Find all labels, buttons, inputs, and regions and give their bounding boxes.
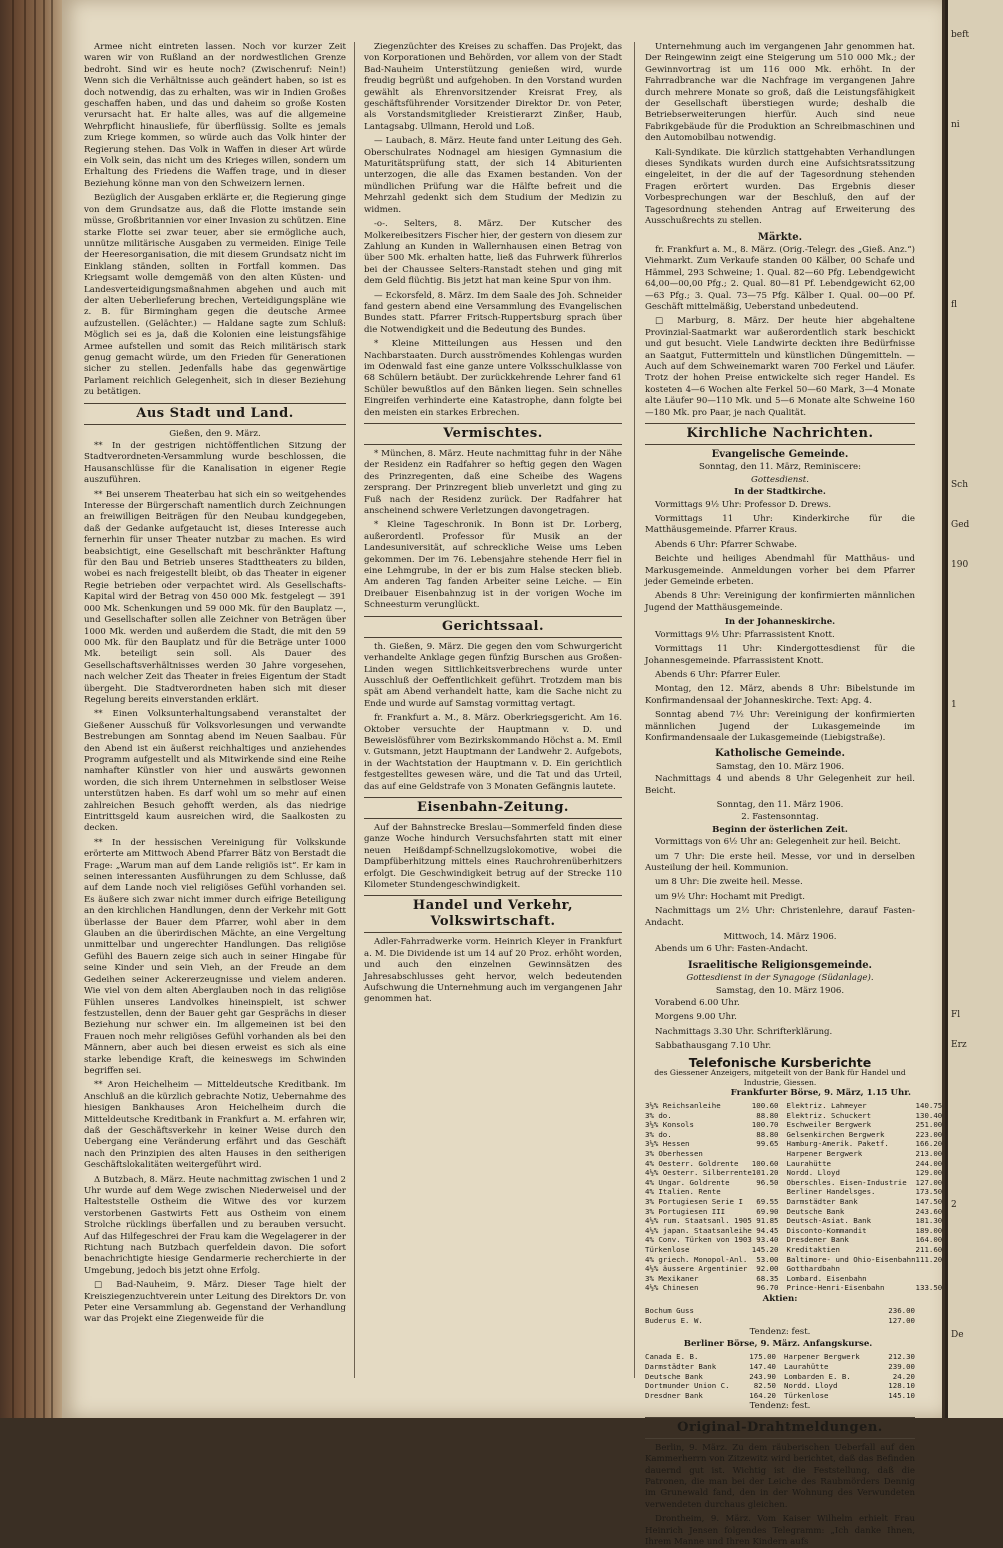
stock-name: 4% Ungar. Goldrente — [645, 1177, 730, 1187]
stock-price: 111.20 — [915, 1254, 943, 1264]
stock-price: 24.20 — [892, 1371, 915, 1381]
section-heading: Eisenbahn-Zeitung. — [364, 797, 622, 819]
section-heading: Gerichtssaal. — [364, 616, 622, 638]
stock-price: 173.50 — [915, 1187, 943, 1197]
stock-price: 92.00 — [756, 1264, 779, 1274]
article-text: th. Gießen, 9. März. Die gegen den vom Schwurgericht verhandelte Anklage gegen fünfzig Burschen aus Großen-Linden wegen Sittlichkeitsverbrechens wurde unter Ausschluß der Oeffentlichkeit geführt. Trotzdem man bis spät am Abend verhandelt hatte, kam die Sache nicht zu Ende und wurde auf Samstag vormittag vertagt. — [364, 641, 622, 709]
stock-price: 175.00 — [749, 1352, 776, 1362]
stock-price: 99.65 — [756, 1139, 779, 1149]
article-text: ** Einen Volksunterhaltungsabend veranstaltet der Gießener Ausschuß für Volksvorlesungen und verwandte Bestrebungen am Sonntag abend im Neuen Saalbau. Für den Abend ist ein äußerst reichhaltiges und anziehendes Programm aufgestellt und als Mitwirkende sind eine Reihe namhafter Künstler von hier und auswärts gewonnen worden, die sich ihrem Unternehmen in selbstloser Weise unterstützen haben. Es darf wohl um so mehr auf einen zahlreichen Besuch gehofft werden, als das niedrige Eintrittsgeld kaum ausreichen wird, die Saalkosten zu decken. — [84, 709, 346, 834]
stock-price: 223.00 — [915, 1129, 943, 1139]
stock-row — [787, 1207, 943, 1217]
service-line: Morgens 9.00 Uhr. — [655, 1012, 737, 1023]
stock-name: 3% Portugiesen Serie I — [645, 1197, 743, 1207]
stock-price: 244.00 — [915, 1158, 943, 1168]
stock-row — [645, 1306, 915, 1316]
service-date: Samstag, den 10. März 1906. — [715, 761, 845, 772]
stock-name: Nordd. Lloyd — [786, 1168, 840, 1178]
stock-price: 236.00 — [888, 1306, 915, 1316]
exchange-heading: Berliner Börse, 9. März. Anfangskurse. — [683, 1338, 873, 1349]
stock-price: 145.20 — [751, 1245, 779, 1254]
stock-name: 3% Portugiesen III — [645, 1206, 726, 1216]
service-line: um 8 Uhr: Die zweite heil. Messe. — [655, 877, 803, 888]
article-text: * Kleine Mitteilungen aus Hessen und den Nachbarstaaten. Durch ausströmendes Kohlengas wurden im Odenwald fast eine ganze untere Volksschulklasse von 68 Schülern betäubt. Der zurückkehrende Lehrer fand 61 Schüler bewußtlos auf den Bänken liegen. Sein schnelles Eingreifen verhinderte eine Katastrophe, dann folgte bei den meisten ein starkes Erbrechen. — [364, 339, 622, 418]
stock-name: Türkenlose — [784, 1390, 829, 1400]
stock-name: Laurahütte — [786, 1158, 831, 1168]
stock-name: Nordd. Lloyd — [784, 1381, 838, 1391]
stock-price: 100.70 — [751, 1120, 779, 1130]
stock-price: 251.00 — [915, 1120, 943, 1130]
stock-row — [645, 1316, 915, 1326]
stock-price: 164.00 — [915, 1235, 943, 1245]
stock-row — [787, 1130, 943, 1140]
service-date: Sonntag, den 11. März, Reminiscere: — [698, 462, 862, 473]
stock-row — [787, 1264, 943, 1274]
stock-row — [645, 1178, 779, 1188]
stock-name: 3% Mexikaner — [645, 1273, 699, 1283]
stock-name: Prince-Henri-Eisenbahn — [786, 1283, 885, 1293]
newspaper-page — [62, 0, 943, 1547]
stock-name: Deutsche Bank — [645, 1371, 703, 1381]
section-heading: Aus Stadt und Land. — [84, 403, 346, 425]
stock-price: 243.60 — [915, 1206, 943, 1216]
article-text: * Kleine Tageschronik. In Bonn ist Dr. Lorberg, außerordentl. Professor für Musik an der Landesuniversität, auf schreckliche Weise ums Leben gekommen. Der im 76. Lebensjahre stehende Herr fiel in eine Lehmgrube, in der er bis zum Halse stecken blieb. Am anderen Tag fanden Arbeiter seine Leiche. — Ein Dreibauer Eisenbahnzug ist in der vorigen Woche im Schneesturm verunglückt. — [364, 520, 622, 611]
stock-name: Hamburg-Amerik. Paketf. — [786, 1139, 889, 1149]
article-text: — Eckorsfeld, 8. März. Im dem Saale des Joh. Schneider fand gestern abend eine Versammlung des Evangelischen Bundes statt. Pfarrer Fritsch-Ruppertsburg sprach über die Notwendigkeit und die Bedeutung des Bundes. — [364, 290, 622, 335]
article-text: ** In der hessischen Vereinigung für Volkskunde erörterte am Mittwoch Abend Pfarrer Bätz von Berstadt die Frage: „Warum man auf dem Lande religiös ist“. Er kam in seinen interessanten Ausführungen zu dem Schlusse, daß auf dem Lande noch viel religiöses Gefühl vorhanden sei. Es äußere sich zwar nicht immer durch eifrige Beteiligung an den kirchlichen Handlungen, denn der Verkehr mit Gott überlasse der Bauer dem Pfarrer, wohl aber in dem Glauben an die überirdischen Mächte, an eine Vergeltung unmittelbar und ungerechter Handlungen. Das religiöse Gefühl des Bauern zeige sich auch in seiner Hingabe für seine Kinder und sein Vieh, an der Freude an dem Gedeihen seiner Ackererzeugnisse und vielem anderen. Wie viel von dem alten Aberglauben noch in das religiöse Fühlen unseres Landvolkes hineinspielt, ist schwer festzustellen, denn der Bauer geht gar Gesprächs in dieser Beziehung nur schwer ein. Im allgemeinen ist bei den Frauen noch mehr religiöses Gefühl vorhanden als bei den Männern, aber auch bei diesen erweist es sich als eine starke lebendige Kraft, die keineswegs im Schwinden begriffen sei. — [84, 837, 346, 1076]
subheading: Evangelische Gemeinde. — [711, 449, 849, 460]
article-text: Ziegenzüchter des Kreises zu schaffen. Das Projekt, das von Korporationen und Behörden, vor allem von der Stadt Bad-Nauheim Unterstützung genießen wird, wurde freudig begrüßt und aufgehoben. In den Vorstand wurden gewählt als Ehrenvorsitzender Kreisrat Frey, als geschäftsführender Vorsitzender Direktor Dr. von Peter, als Vorstandsmitglieder Kreistierarzt Zinßer, Haub, Lantagsabg. Ullmann, Herold und Loß. — [364, 42, 622, 132]
stock-row — [787, 1120, 943, 1130]
stock-name: 3% Oberhessen — [645, 1149, 703, 1159]
stock-row — [645, 1226, 779, 1236]
stock-price: 88.80 — [756, 1110, 779, 1120]
article-text: ** Aron Heichelheim — Mitteldeutsche Kreditbank. Im Anschluß an die kürzlich gebrachte Notiz, Uebernahme des hiesigen Bankhauses Aron Heichelheim durch die Mitteldeutsche Kreditbank in Frankfurt a. M. erfahren wir, daß der Geschäftsverkehr in keiner Weise durch den Uebergang eine Veränderung erfährt und das Geschäft nach den Prinzipien des alten Hauses in den seitherigen Geschäftslokalitäten weitergeführt wird. — [84, 1080, 346, 1171]
service-label: Gottesdienst. — [751, 474, 809, 485]
stock-row — [645, 1159, 779, 1169]
section-heading: Kirchliche Nachrichten. — [645, 423, 915, 445]
service-line: Vormittags 11 Uhr: Kindergottesdienst für die Johannesgemeinde. Pfarrassistent Knott. — [645, 644, 915, 666]
stock-row — [645, 1274, 779, 1284]
stock-table-left — [645, 1101, 779, 1293]
stock-price: 133.50 — [915, 1283, 943, 1293]
section-heading: Vermischtes. — [364, 423, 622, 445]
stock-row — [645, 1149, 779, 1159]
stock-row — [645, 1197, 779, 1207]
article-text: -o-. Selters, 8. März. Der Kutscher des Molkereibesitzers Fischer hier, der gestern von diesem zur Zahlung an Kunden in Wallernhausen einen Betrag von über 500 Mk. erhalten hatte, ließ das Fuhrwerk führerlos bei der Chaussee Selters-Ranstadt stehen und ging mit dem Geld flüchtig. Bis jetzt hat man keine Spur von ihm. — [364, 219, 622, 287]
article-text: Armee nicht eintreten lassen. Noch vor kurzer Zeit waren wir von Rußland an der nordwestlichen Grenze bedroht. Sind wir es heute noch? (Zwischenruf: Nein!) Wenn sich die Verhältnisse auch geändert haben, so ist es doch notwendig, das zu erhalten, was wir in Indien Großes geschaffen haben, und das und daheim so große Kosten verursacht hat. Er halte alles, was auf die allgemeine Wehrpflicht hinausliefe, für überflüssig. Sollte es jemals zum Kriege kommen, so würde auch das Volk hinter der Regierung stehen. Das Volk in Waffen in dieser Art würde ein Volk sein, das nicht um des Krieges willen, sondern um Erhaltung des Friedens die Waffen trage, und in dieser Beziehung könne man von den Schweizern lernen. — [84, 42, 346, 189]
article-text: ** Bei unserem Theaterbau hat sich ein so weitgehendes Interesse der Bürgerschaft namentlich durch Zeichnungen an freiwilligen Beiträgen für den Neubau kundgegeben, daß der Gedanke aufgetaucht ist, dieses Interesse auch fernerhin für unser Theater nutzbar zu machen. Es wird beabsichtigt, eine Gesellschaft mit beschränkter Haftung für den Bau und Betrieb unseres Stadttheaters zu bilden, wobei es nach freigestellt bleibt, ob das Theater in eigener Regie betrieben oder verpachtet wird. Als Gesellschafts-Kapital wird der Betrag von 450 000 Mk. festgelegt — 391 000 Mk. Schenkungen und 59 000 Mk. für den Bauplatz —, und Gesellschafter sollen alle Zeichner von Beträgen über 1000 Mk. werden und außerdem die Stadt, die mit den 59 000 Mk. für den Bauplatz und für die Beträge unter 1000 Mk. beteiligt sein soll. Als Dauer des Gesellschaftsverhältnisses werden 30 Jahre vorgesehen, nach welcher Zeit das Theater in freies Eigentum der Stadt übergeht. Die Stadtverordneten haben sich mit dieser Regelung bereits einverstanden erklärt. — [84, 489, 346, 705]
stock-price: 96.70 — [756, 1283, 779, 1293]
service-label: Gottesdienst in der Synagoge (Südanlage). — [686, 973, 874, 984]
article-text: Adler-Fahrradwerke vorm. Heinrich Kleyer in Frankfurt a. M. Die Dividende ist um 14 auf 20 Proz. erhöht worden, und auch den einzelnen Gewinnsätzen des Jahresabschlusses geht hervor, welch bedeutenden Aufschwung die Unternehmung auch im vergangenen Jahr genommen hat. — [364, 937, 622, 1005]
stock-table-berlin — [645, 1352, 915, 1400]
stock-name: 3½% Konsols — [645, 1120, 694, 1130]
market-tendency: Tendenz: fest. — [749, 1326, 811, 1337]
service-label: 2. Fastensonntag. — [741, 812, 819, 823]
stock-row — [787, 1178, 943, 1188]
stock-price: 94.45 — [756, 1225, 779, 1235]
stock-row — [645, 1187, 779, 1197]
section-heading: Handel und Verkehr, Volkswirtschaft. — [364, 895, 622, 933]
stock-name: Dresdner Bank — [645, 1390, 703, 1400]
article-text: Auf der Bahnstrecke Breslau—Sommerfeld finden diese ganze Woche hindurch Versuchsfahrten statt mit einer neuen Heißdampf-Schnellzugslokomotive, wobei die Dampfüberhitzung mittels eines Rauchrohrenüberhitzers erfolgt. Die Geschwindigkeit betrug auf der Strecke 110 Kilometer Stundengeschwindigkeit. — [364, 822, 622, 890]
article-text: Unternehmung auch im vergangenen Jahr genommen hat. Der Reingewinn zeigt eine Steigerung um 510 000 Mk.; der Gewinnvortrag ist um 116 000 Mk. erhöht. In der Fahrradbranche war die Nachfrage im vergangenen Jahre durch mehrere Monate so groß, daß die Leistungsfähigkeit der Gesellschaft überstiegen wurde; deshalb die Betriebserweiterungen hierfür. Auch sind neue Fabrikgebäude für die Produktion an Schreibmaschinen und den Automobilbau notwendig. — [645, 42, 915, 144]
exchange-heading: Frankfurter Börse, 9. März, 1.15 Uhr. — [730, 1087, 911, 1098]
stock-price: 127.00 — [888, 1315, 915, 1325]
stock-name: 4% Conv. Türken von 1903 — [645, 1235, 752, 1245]
service-line: Beichte und heiliges Abendmahl für Matthäus- und Markusgemeinde. Anmeldungen vorher bei dem Pfarrer jeder Gemeinde erbeten. — [645, 554, 915, 588]
stock-row — [787, 1216, 943, 1226]
article-text: Drontheim, 9. März. Vom Kaiser Wilhelm erhielt Frau Heinrich Jensen folgendes Telegramm: „Ich danke Ihnen, Ihrem Manne und Ihren Kindern aufs — [645, 1514, 915, 1547]
stock-price: 128.10 — [888, 1381, 915, 1391]
service-date: Sonntag, den 11. März 1906. — [716, 799, 844, 810]
stock-name: 3% do. — [645, 1110, 672, 1120]
stock-name: Harpener Bergwerk — [786, 1149, 863, 1159]
stock-row — [645, 1139, 779, 1149]
stock-row — [645, 1362, 776, 1372]
stock-row — [784, 1362, 915, 1372]
stock-price: 164.20 — [749, 1390, 776, 1400]
column-right — [645, 42, 943, 1547]
stock-price: 101.20 — [751, 1168, 779, 1178]
stock-row — [787, 1197, 943, 1207]
stock-report-subtitle: des Giessener Anzeigers, mitgeteilt von der Bank für Handel und Industrie, Giessen. — [654, 1068, 906, 1087]
market-tendency: Tendenz: fest. — [749, 1401, 811, 1412]
stock-row — [784, 1352, 915, 1362]
stock-name: Türkenlose — [645, 1245, 690, 1254]
service-line: Vormittags 9½ Uhr: Pfarrassistent Knott. — [655, 629, 835, 640]
book-binding — [0, 0, 62, 1418]
stock-row — [645, 1283, 779, 1293]
stock-row — [645, 1245, 779, 1255]
stock-row — [787, 1255, 943, 1265]
stock-row — [787, 1245, 943, 1255]
service-line: Nachmittags 3.30 Uhr. Schrifterklärung. — [655, 1026, 833, 1037]
column-middle — [364, 42, 622, 1378]
stock-name: Buderus E. W. — [645, 1315, 703, 1325]
stock-name: Eschweiler Bergwerk — [786, 1120, 872, 1130]
article-text: Δ Butzbach, 8. März. Heute nachmittag zwischen 1 und 2 Uhr wurde auf dem Wege zwischen Niederweisel und der Halteststelle Ostheim die Witwe des vor kurzem verstorbenen Gastwirts Fett aus Ostheim von einem Strolche rücklings überfallen und zu berauben versucht. Auf das Hilfegeschrei der Frau kam die Wegelagerer in der Richtung nach Butzbach querfeldein davon. Die sofort benachrichtigte hiesige Gendarmerie recherchierte in der Umgebung, jedoch bis jetzt ohne Erfolg. — [84, 1174, 346, 1276]
stock-price: 166.20 — [915, 1139, 943, 1149]
stock-name: Lombarden E. B. — [784, 1371, 851, 1381]
service-line: um 9½ Uhr: Hochamt mit Predigt. — [655, 891, 805, 902]
stock-price: 239.00 — [888, 1361, 915, 1371]
stock-price: 82.50 — [753, 1381, 776, 1391]
stock-name: 4% Oesterr. Goldrente — [645, 1158, 739, 1168]
stock-name: Elektriz. Lahmeyer — [786, 1101, 867, 1111]
adjacent-page-edge: beft ni fl Sch Ged 190 1 Fl Erz 2 De — [945, 0, 1003, 1418]
column-left — [84, 42, 346, 1378]
stock-row — [645, 1207, 779, 1217]
stock-row — [645, 1216, 779, 1226]
stock-name: Gotthardbahn — [786, 1264, 840, 1274]
service-line: Sabbathausgang 7.10 Uhr. — [655, 1041, 772, 1052]
section-heading: Original-Drahtmeldungen. — [645, 1417, 915, 1439]
stock-row — [784, 1372, 915, 1382]
stock-table-left — [645, 1352, 776, 1400]
stock-row — [787, 1101, 943, 1111]
stock-name: Disconto-Kommandit — [786, 1225, 867, 1235]
column-rule — [634, 42, 635, 1378]
stock-name: 4% Italien. Rente — [645, 1187, 721, 1197]
stock-subheading: Aktien: — [762, 1293, 798, 1304]
stock-name: 3% do. — [645, 1129, 672, 1139]
stock-row — [787, 1149, 943, 1159]
stock-price: 211.60 — [915, 1245, 943, 1254]
service-line: Sonntag abend 7½ Uhr: Vereinigung der konfirmierten männlichen Jugend der Lukasgemeinde im Konfirmandensaale der Lukasgemeinde (Liebigstraße). — [645, 710, 915, 743]
stock-row — [787, 1111, 943, 1121]
stock-name: 4½% rum. Staatsanl. 1905 — [645, 1216, 752, 1226]
stock-name: 4½% äussere Argentinier — [645, 1264, 748, 1274]
stock-row — [787, 1187, 943, 1197]
stock-name: 4½% Oesterr. Silberrente — [645, 1168, 752, 1178]
stock-price: 69.90 — [756, 1206, 779, 1216]
stock-name: Gelsenkirchen Bergwerk — [786, 1129, 885, 1139]
article-text: Bezüglich der Ausgaben erklärte er, die Regierung ginge von dem Grundsatze aus, daß die Flotte imstande sein müsse, Großbritannien vor einer Invasion zu schützen. Eine starke Flotte sei zwar teuer, aber sie ermögliche auch, unnütze militärische Ausgaben zu vermeiden. Einige Teile der Heeresorganisation, die mit diesem Grundsatz nicht im Einklang ständen, sollten in Fortfall kommen. Das Kriegsamt wolle demgemäß von den alten Küsten- und Landesverteidigungsmaßnahmen abgehen und auch mit der alten Ueberlieferung brechen, Verteidigungspläne wie z. B. für Birmingham gegen die deutsche Armee aufzustellen. (Gelächter.) — Haldane sagte zum Schluß: Möglich sei es ja, daß die Kolonien eine leistungsfähige Armee aufstellen und somit das Reich militärisch stark genug gemacht würde, um den Frieden für Generationen sicher zu stellen. Jedenfalls habe das gegenwärtige Parlament reichlich Gelegenheit, sich in dieser Beziehung zu betätigen. — [84, 193, 346, 398]
service-line: Abends 6 Uhr: Pfarrer Euler. — [655, 669, 781, 680]
stock-price: 88.80 — [756, 1129, 779, 1139]
stock-row — [787, 1168, 943, 1178]
stock-row — [645, 1130, 779, 1140]
service-line: Abends 8 Uhr: Vereinigung der konfirmierten männlichen Jugend der Matthäusgemeinde. — [645, 591, 915, 613]
column-rule — [354, 42, 355, 1378]
stock-table-right — [787, 1101, 943, 1293]
church-name: In der Johanneskirche. — [724, 617, 836, 628]
subheading: Märkte. — [757, 231, 803, 243]
stock-name: 4½% Chinesen — [645, 1283, 699, 1293]
article-text: Kali-Syndikate. Die kürzlich stattgehabten Verhandlungen dieses Syndikats wurden durch eine Aufsichtsratssitzung eingeleitet, in der die auf der Tagesordnung stehenden Fragen erörtert wurden. Das Ergebnis dieser Vorbesprechungen war der Beschluß, den auf der Tagesordnung stehenden Antrag auf Erweiterung des Ausschußrechts zu stellen. — [645, 147, 915, 227]
stock-row — [645, 1120, 779, 1130]
stock-price: 145.10 — [888, 1390, 915, 1400]
service-line: Abends um 6 Uhr: Fasten-Andacht. — [655, 944, 808, 955]
article-text: Berlin, 9. März. Zu dem räuberischen Ueberfall auf den Kammerherrn von Zitzewitz wird berichtet, daß das Befinden dauernd gut ist. Wichtig ist die Feststellung, daß die Patronen, die man bei der Leiche des Raubmörders Dennig im Grunewald fand, den in der Wohnung des Verwundeten verwendeten durchaus gleichen. — [645, 1442, 915, 1510]
stock-price: 213.00 — [915, 1149, 943, 1159]
stock-name: Oberschles. Eisen-Industrie — [786, 1177, 907, 1187]
stock-name: Lombard. Eisenbahn — [786, 1273, 867, 1283]
stock-name: 4½% japan. Staatsanleihe — [645, 1225, 752, 1235]
stock-row — [645, 1235, 779, 1245]
article-text: ** In der gestrigen nichtöffentlichen Sitzung der Stadtverordneten-Versammlung wurde beschlossen, die Hausanschlüsse für die Kanalisation in eigener Regie auszuführen. — [84, 441, 346, 486]
dateline: Gießen, den 9. März. — [169, 428, 261, 439]
stock-name: Dresdener Bank — [786, 1235, 849, 1245]
stock-name: Berliner Handelsges. — [786, 1187, 876, 1197]
stock-name: Baltimore- und Ohio-Eisenbahn — [786, 1254, 916, 1264]
stock-price: 147.50 — [915, 1197, 943, 1207]
stock-price: 212.30 — [888, 1352, 915, 1362]
stock-row — [645, 1372, 776, 1382]
stock-price: 93.40 — [756, 1235, 779, 1245]
stock-price: 100.60 — [751, 1101, 779, 1111]
stock-row — [787, 1235, 943, 1245]
stock-row — [784, 1391, 915, 1401]
stock-row — [645, 1352, 776, 1362]
service-line: Nachmittags 4 und abends 8 Uhr Gelegenheit zur heil. Beicht. — [645, 774, 915, 796]
stock-row — [787, 1283, 943, 1293]
stock-price: 189.00 — [915, 1225, 943, 1235]
church-name: In der Stadtkirche. — [734, 487, 826, 498]
article-text: * München, 8. März. Heute nachmittag fuhr in der Nähe der Residenz ein Radfahrer so heftig gegen den Wagen des Prinzregenten, daß eine Scheibe des Wagens zersprang. Der Prinzregent blieb unverletzt und ging zu Fuß nach der Residenz zurück. Der Radfahrer hat anscheinend schwere Verletzungen davongetragen. — [364, 449, 622, 517]
stock-price: 129.00 — [915, 1168, 943, 1178]
service-line: Vorabend 6.00 Uhr. — [655, 998, 740, 1009]
article-text: fr. Frankfurt a. M., 8. März. Oberkriegsgericht. Am 16. Oktober versuchte der Hauptmann v. D. und Beweislösführer vom Bezirkskommando Höchst a. M. Emil v. Gutsmann, jetzt Hauptmann der Landwehr 2. Aufgebots, in der Wachtstation der Hauptmann v. D. Ein gerichtlich festgestelltes gewesen wäre, und die Tat und das Urteil, das auf eine Geldstrafe von 3 Monaten Gefängnis lautete. — [364, 713, 622, 792]
stock-name: Canada E. B. — [645, 1352, 699, 1362]
article-text: fr. Frankfurt a. M., 8. März. (Orig.-Telegr. des „Gieß. Anz.“) Viehmarkt. Zum Verkaufe standen 00 Kälber, 00 Schafe und Hämmel, 293 Schweine; 1. Qual. 82—60 Pfg. Lebendgewicht 64,00—00,00 Pfg.; 2. Qual. 80—81 Pf. Lebendgewicht 62,00—63 Pfg.; 3. Qual. 73—75 Pfg. Kälber I. Qual. 00—00 Pf. Geschäft mittelmäßig, Ueberstand unbedeutend. — [645, 244, 915, 312]
stock-name: Deutsch-Asiat. Bank — [786, 1216, 872, 1226]
stock-table-aktien — [645, 1306, 915, 1325]
stock-row — [787, 1159, 943, 1169]
stock-row — [645, 1255, 779, 1265]
stock-row — [645, 1391, 776, 1401]
stock-price: 53.00 — [756, 1254, 779, 1264]
service-line: Vormittags von 6½ Uhr an: Gelegenheit zur heil. Beicht. — [655, 837, 901, 848]
stock-name: Laurahütte — [784, 1361, 829, 1371]
stock-price: 96.50 — [756, 1177, 779, 1187]
stock-report-heading: Telefonische Kursberichte — [688, 1054, 872, 1070]
stock-price: 91.85 — [756, 1216, 779, 1226]
stock-row — [645, 1101, 779, 1111]
stock-name: Bochum Guss — [645, 1306, 694, 1316]
stock-name: Elektriz. Schuckert — [786, 1110, 872, 1120]
stock-price: 147.40 — [749, 1361, 776, 1371]
service-label: Beginn der österlichen Zeit. — [712, 824, 848, 835]
service-date: Samstag, den 10. März 1906. — [715, 985, 845, 996]
stock-price: 127.00 — [915, 1177, 943, 1187]
article-text: □ Bad-Nauheim, 9. März. Dieser Tage hielt der Kreisziegenzuchtverein unter Leitung des Direktors Dr. von Peter eine Versammlung ab. Gegenstand der Verhandlung war das Projekt eine Ziegenweide für die — [84, 1280, 346, 1325]
subheading: Katholische Gemeinde. — [715, 748, 845, 760]
service-line: Montag, den 12. März, abends 8 Uhr: Bibelstunde im Konfirmandensaal der Johanneskirche. Text: Apg. 4. — [645, 684, 915, 706]
stock-price: 130.40 — [915, 1110, 943, 1120]
stock-table-frankfurt — [645, 1101, 943, 1293]
subheading: Israelitische Religionsgemeinde. — [687, 959, 873, 971]
stock-name: Deutsche Bank — [786, 1206, 845, 1216]
stock-name: Darmstädter Bank — [786, 1197, 858, 1207]
stock-row — [645, 1264, 779, 1274]
stock-name: Kreditaktien — [786, 1245, 840, 1254]
service-line: Nachmittags um 2½ Uhr: Christenlehre, darauf Fasten-Andacht. — [645, 906, 915, 928]
stock-price: 69.55 — [756, 1197, 779, 1207]
stock-name: Darmstädter Bank — [645, 1361, 717, 1371]
stock-row — [645, 1381, 776, 1391]
stock-row — [645, 1111, 779, 1121]
stock-name: 3½% Hessen — [645, 1139, 690, 1149]
stock-name: Dortmunder Union C. — [645, 1381, 730, 1391]
stock-price: 68.35 — [756, 1273, 779, 1283]
article-text: □ Marburg, 8. März. Der heute hier abgehaltene Provinzial-Saatmarkt war außerordentlich stark beschickt und gut besucht. Viele Landwirte deckten ihre Bedürfnisse an Saatgut, Futtermitteln und künstlichen Düngemitteln. — Auch auf dem Schweinemarkt waren 700 Ferkel und Läufer. Trotz der hohen Preise entwickelte sich reger Handel. Es kosteten 4—6 Wochen alte Ferkel 50—60 Mark, 3—4 Monate alte Läufer 90—110 Mk. und 5—6 Monate alte Schweine 160—180 Mk. pro Paar, je nach Qualität. — [645, 316, 915, 418]
service-line: Vormittags 11 Uhr: Kinderkirche für die Matthäusgemeinde. Pfarrer Kraus. — [645, 514, 915, 536]
stock-row — [784, 1381, 915, 1391]
stock-price: 243.90 — [749, 1371, 776, 1381]
stock-price: 181.30 — [915, 1216, 943, 1226]
service-line: Vormittags 9½ Uhr: Professor D. Drews. — [655, 499, 832, 510]
stock-name: Harpener Bergwerk — [784, 1352, 860, 1362]
article-text: — Laubach, 8. März. Heute fand unter Leitung des Geh. Oberschulrates Nodnagel am hiesigen Gymnasium die Maturitätsprüfung statt, der sich 14 Abiturienten unterzogen, die alle das Examen bestanden. Von der mündlichen Prüfung war die Hälfte befreit und die Mehrzahl gedenkt sich dem Studium der Medizin zu widmen. — [364, 136, 622, 215]
stock-price: 100.60 — [751, 1158, 779, 1168]
stock-name: 3½% Reichsanleihe — [645, 1101, 721, 1111]
stock-row — [787, 1274, 943, 1284]
stock-row — [787, 1226, 943, 1236]
stock-row — [645, 1168, 779, 1178]
service-line: Abends 6 Uhr: Pfarrer Schwabe. — [655, 539, 797, 550]
stock-name: 4% griech. Monopol-Anl. — [645, 1254, 748, 1264]
service-date: Mittwoch, 14. März 1906. — [723, 932, 837, 943]
stock-row — [787, 1139, 943, 1149]
stock-table-right — [784, 1352, 915, 1400]
stock-price: 140.75 — [915, 1101, 943, 1111]
service-line: um 7 Uhr: Die erste heil. Messe, vor und in derselben Austeilung der heil. Kommunion. — [645, 851, 915, 873]
